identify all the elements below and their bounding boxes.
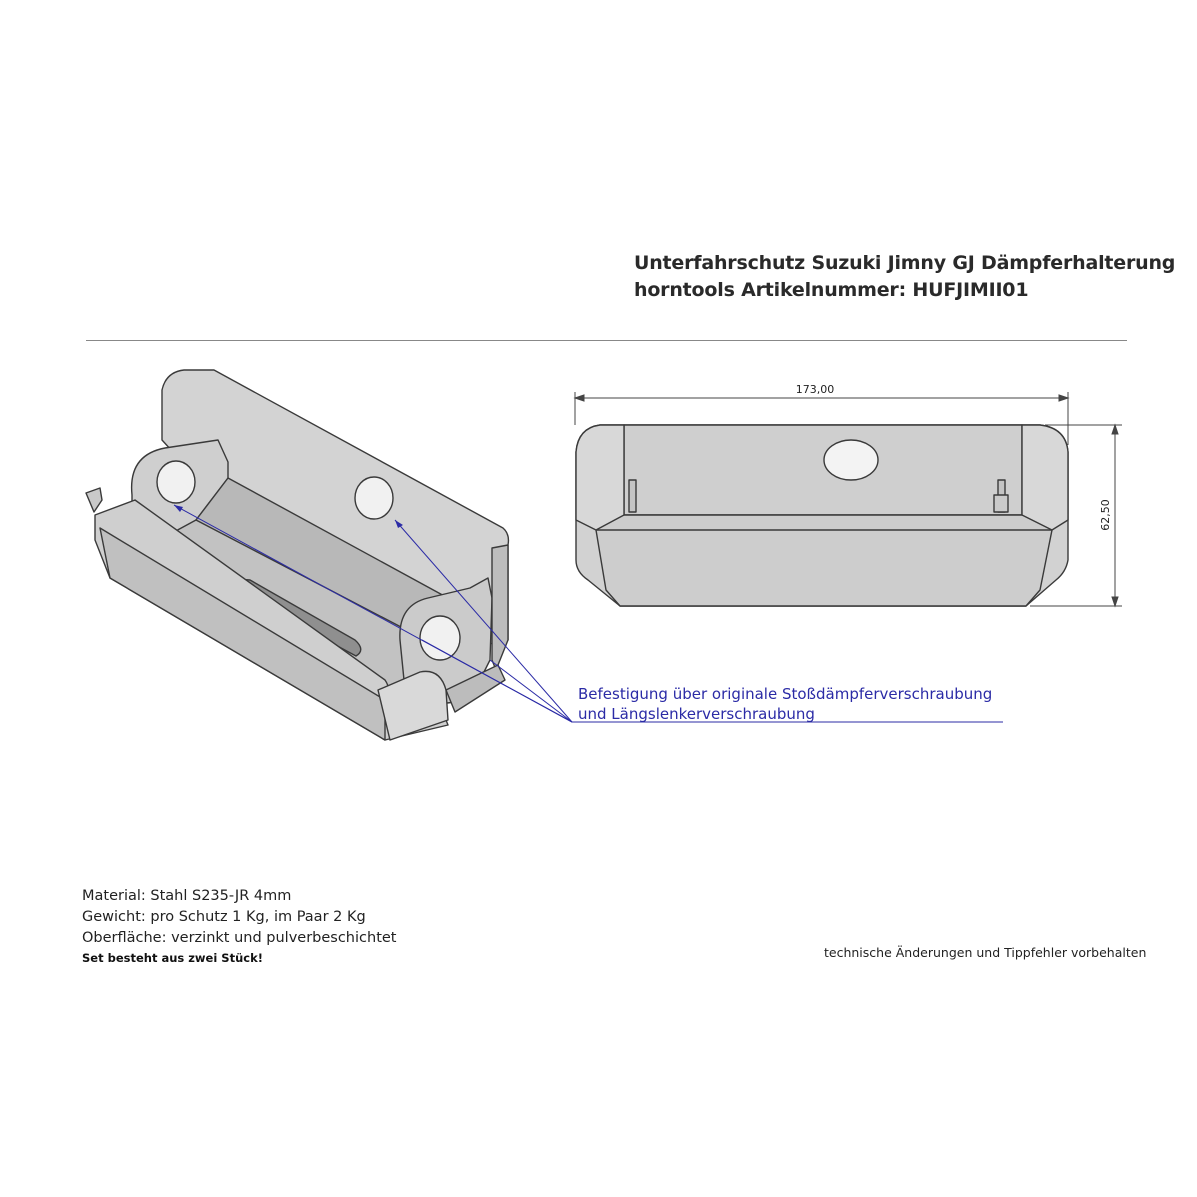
iso-left-hole (157, 461, 195, 503)
spec-material: Material: Stahl S235-JR 4mm (82, 888, 292, 904)
front-right-corner (1022, 425, 1068, 530)
front-left-corner (576, 425, 624, 530)
front-view (576, 425, 1068, 606)
front-left-tab (629, 480, 636, 512)
iso-back-hole (355, 477, 393, 519)
disclaimer: technische Änderungen und Tippfehler vorbehalten (824, 945, 1147, 960)
height-dimension-label: 62,50 (1099, 499, 1112, 531)
article-number: horntools Artikelnummer: HUFJIMII01 (634, 279, 1029, 301)
spec-weight: Gewicht: pro Schutz 1 Kg, im Paar 2 Kg (82, 909, 366, 925)
isometric-view (86, 370, 508, 740)
mounting-callout (578, 684, 992, 724)
iso-right-tab (492, 545, 508, 670)
front-lower-plate (596, 515, 1052, 606)
callout-line-2: und Längslenkerverschraubung (578, 705, 815, 723)
front-back-plate (624, 425, 1022, 515)
callout-line-1: Befestigung über originale Stoßdämpferverschraubung (578, 685, 993, 703)
drawing-title: Unterfahrschutz Suzuki Jimny GJ Dämpferhalterung (634, 252, 1176, 274)
iso-right-hole (420, 616, 460, 660)
front-right-tab-flare (994, 495, 1008, 512)
spec-set-note: Set besteht aus zwei Stück! (82, 951, 263, 965)
width-dimension-label: 173,00 (795, 383, 835, 396)
spec-surface: Oberfläche: verzinkt und pulverbeschichtet (82, 930, 397, 946)
front-slot-hole (824, 440, 878, 480)
iso-left-flap (86, 488, 102, 512)
specifications (82, 886, 396, 967)
